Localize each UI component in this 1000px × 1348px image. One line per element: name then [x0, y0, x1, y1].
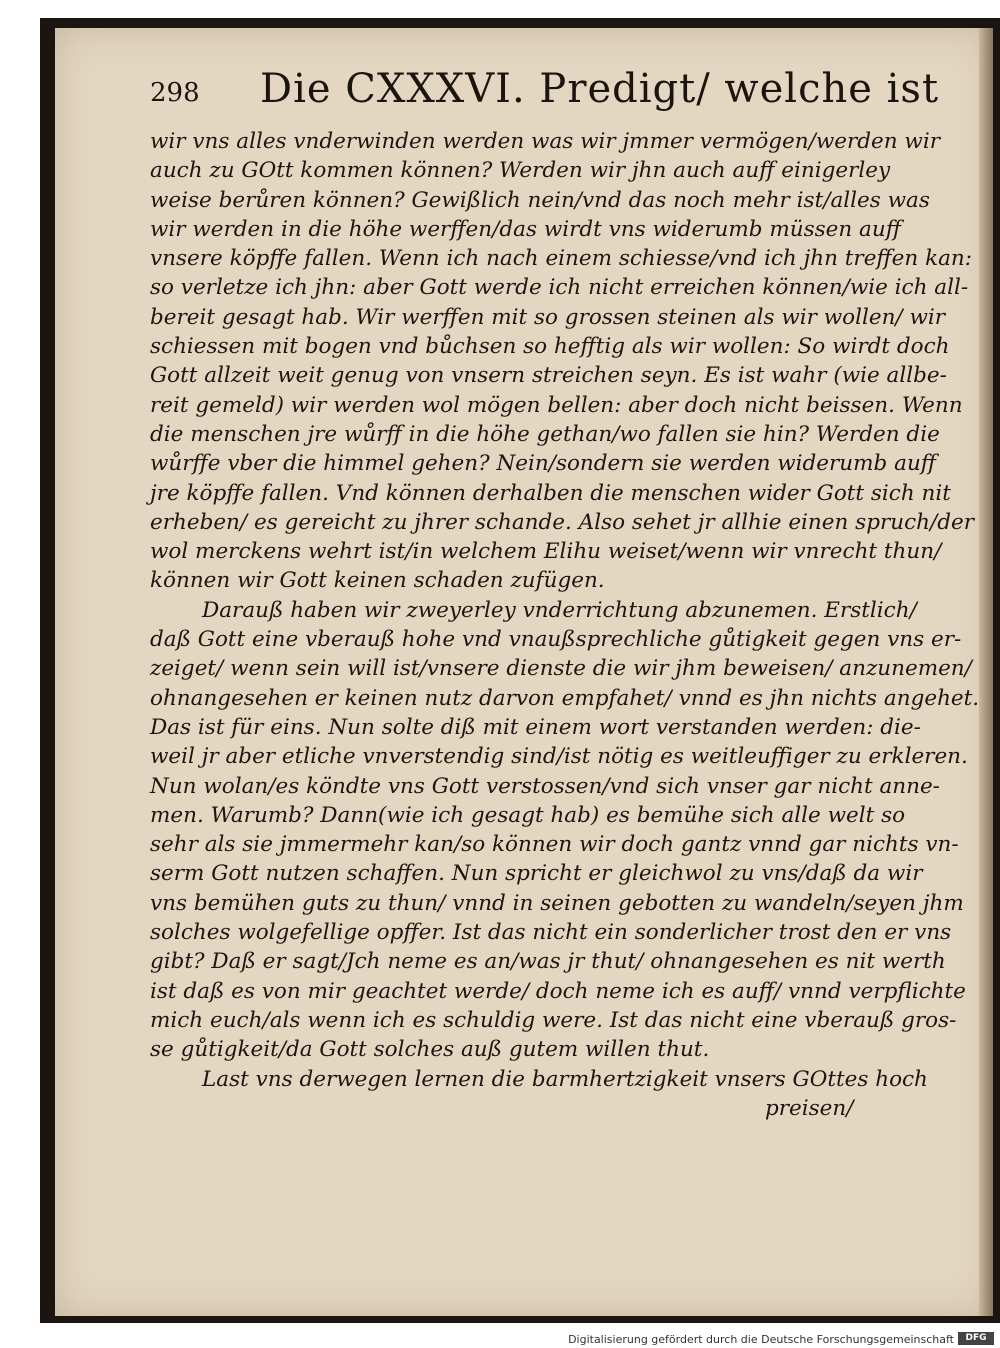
digitization-credit: Digitalisierung gefördert durch die Deutsche Forschungsgemeinschaft [568, 1333, 954, 1346]
text-line: wir vns alles vnderwinden werden was wir jmmer vermögen/werden wir [150, 129, 940, 154]
text-line: wir werden in die höhe werffen/das wirdt vns widerumb müssen auff [150, 216, 901, 242]
paragraph-start-line: Darauß haben wir zweyerley vnderrichtung abzunemen. Erstlich/ [202, 597, 917, 623]
text-line: solches wolgefellige opffer. Ist das nicht ein sonderlicher trost den er vns [150, 920, 952, 946]
text-line: bereit gesagt hab. Wir werffen mit so grossen steinen als wir wollen/ wir [150, 304, 946, 330]
paragraph-start-line: Last vns derwegen lernen die barmhertzigkeit vnsers GOttes hoch [202, 1066, 928, 1092]
text-line: erheben/ es gereicht zu jhrer schande. Also sehet jr allhie einen spruch/der [150, 509, 974, 535]
text-line: vns bemühen guts zu thun/ vnnd in seinen gebotten zu wandeln/seyen jhm [150, 890, 964, 916]
text-line: zeiget/ wenn sein will ist/vnsere dienste die wir jhm beweisen/ anzunemen/ [150, 656, 972, 682]
dfg-logo-icon: DFG [958, 1332, 994, 1345]
text-line: ist daß es von mir geachtet werde/ doch neme ich es auff/ vnnd verpflichte [150, 978, 966, 1004]
sermon-text [150, 127, 980, 1094]
text-line: vnsere köpffe fallen. Wenn ich nach einem schiesse/vnd ich jhn treffen kan: [150, 246, 973, 272]
text-line: weil jr aber etliche vnverstendig sind/ist nötig es weitleuffiger zu erkleren. [150, 744, 968, 770]
text-line: Nun wolan/es köndte vns Gott verstossen/vnd sich vnser gar nicht anne- [150, 773, 940, 799]
text-line: Das ist für eins. Nun solte diß mit einem wort verstanden werden: die- [150, 714, 921, 740]
text-line: daß Gott eine vberauß hohe vnd vnaußsprechliche gůtigkeit gegen vns er- [150, 627, 962, 653]
running-title: Die CXXXVI. Predigt/ welche ist [260, 66, 940, 112]
text-line: se gůtigkeit/da Gott solches auß gutem willen thut. [150, 1037, 710, 1063]
text-line: reit gemeld) wir werden wol mögen bellen: aber doch nicht beissen. Wenn [150, 392, 963, 418]
text-line: men. Warumb? Dann(wie ich gesagt hab) es bemühe sich alle welt so [150, 802, 906, 828]
text-line: sehr als sie jmmermehr kan/so können wir doch gantz vnnd gar nichts vn- [150, 832, 959, 858]
text-line: jre köpffe fallen. Vnd können derhalben die menschen wider Gott sich nit [150, 480, 951, 506]
text-line: ohnangesehen er keinen nutz darvon empfahet/ vnnd es jhn nichts angehet. [150, 685, 980, 711]
page-number: 298 [150, 78, 200, 108]
text-line: können wir Gott keinen schaden zufügen. [150, 568, 605, 594]
text-line: gibt? Daß er sagt/Jch neme es an/was jr thut/ ohnangesehen es nit werth [150, 949, 946, 975]
text-line: auch zu GOtt kommen können? Werden wir jhn auch auff einigerley [150, 158, 891, 184]
text-line: schiessen mit bogen vnd bůchsen so hefftig als wir wollen: So wirdt doch [150, 334, 950, 360]
text-line: Gott allzeit weit genug von vnsern streichen seyn. Es ist wahr (wie allbe- [150, 363, 947, 389]
text-line: die menschen jre wůrff in die höhe gethan/wo fallen sie hin? Werden die [150, 421, 940, 447]
text-line: weise berůren können? Gewißlich nein/vnd das noch mehr ist/alles was [150, 187, 930, 213]
catchword: preisen/ [765, 1096, 854, 1121]
text-line: mich euch/als wenn ich es schuldig were. Ist das nicht eine vberauß gros- [150, 1007, 957, 1033]
text-line: so verletze ich jhn: aber Gott werde ich nicht erreichen können/wie ich all- [150, 275, 969, 301]
text-line: serm Gott nutzen schaffen. Nun spricht er gleichwol zu vns/daß da wir [150, 861, 923, 887]
text-line: wůrffe vber die himmel gehen? Nein/sondern sie werden widerumb auff [150, 451, 937, 477]
page-edge [979, 28, 993, 1316]
page-header [150, 58, 940, 118]
text-line: wol merckens wehrt ist/in welchem Elihu weiset/wenn wir vnrecht thun/ [150, 539, 942, 565]
